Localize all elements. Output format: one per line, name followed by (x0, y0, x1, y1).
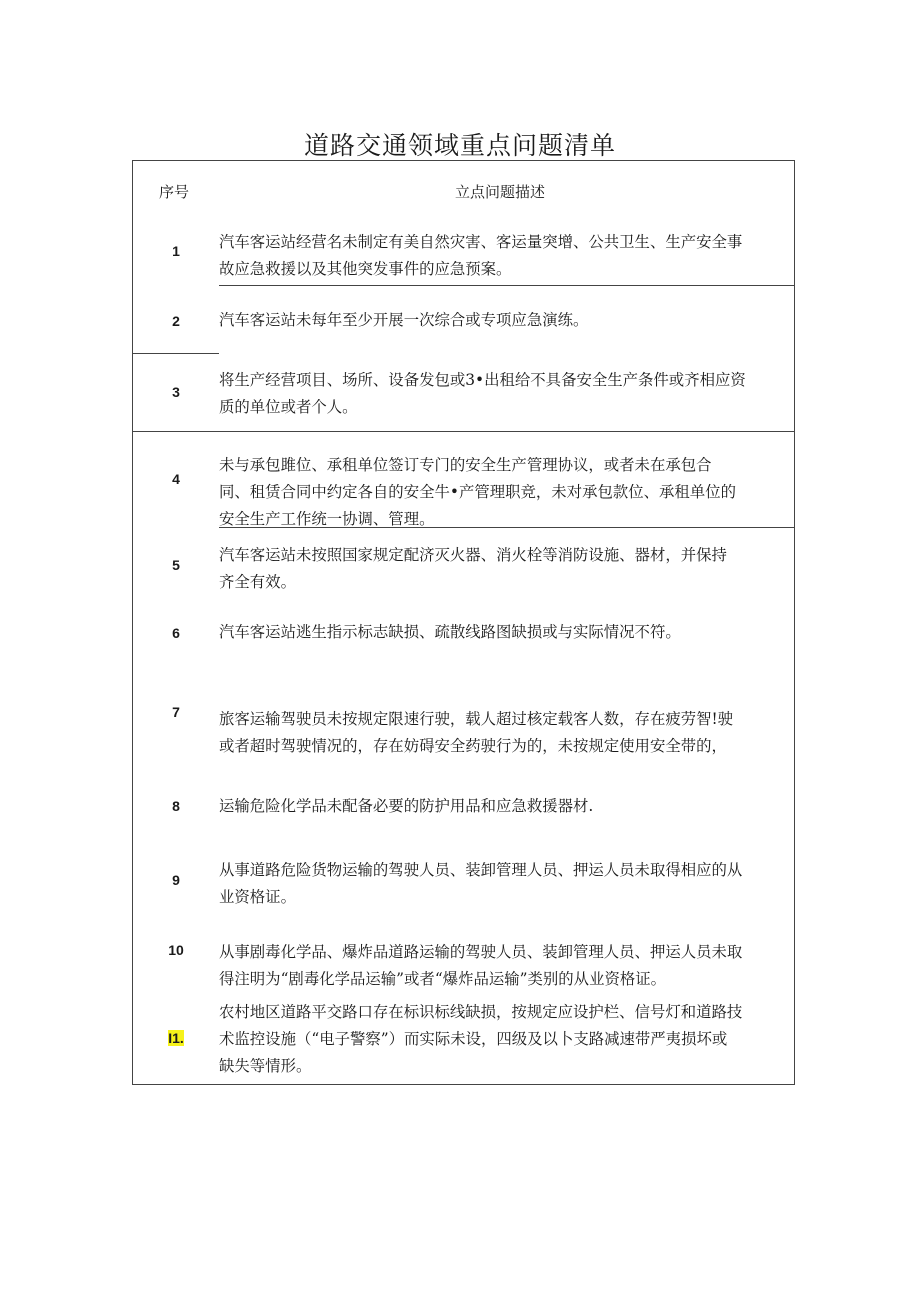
header-col-description: 立点问题描述 (455, 183, 546, 201)
row-description: 运输危险化学品未配备必要的防护用品和应急救援器材. (219, 797, 594, 815)
page-title: 道路交通领域重点问题清单 (303, 131, 616, 160)
row-description: 汽车客运站未按照国家规定配济灭火器、消火栓等消防设施、器材，并保持 齐全有效。 (219, 546, 727, 591)
row-description: 从事道路危险货物运输的驾驶人员、装卸管理人员、押运人员未取得相应的从 业资格证。 (219, 861, 743, 906)
issues-table (132, 160, 795, 1085)
row-number: 9 (172, 872, 180, 888)
row-number: 7 (172, 704, 180, 720)
row-number: 5 (172, 557, 180, 573)
row-number: 4 (172, 471, 180, 487)
highlighted-row-number: I1. (168, 1030, 184, 1046)
row-separator (219, 285, 794, 286)
row-description: 汽车客运站未每年至少开展一次综合或专项应急演练。 (219, 311, 589, 329)
row-description: 农村地区道路平交路口存在标识标线缺损，按规定应设护栏、信号灯和道路技 术监控设施（“电子警察”）而实际未设，四级及以卜支路减速带严夷损坏或 缺失等情形。 (219, 1003, 743, 1075)
row-description: 将生产经营项目、场所、设备发包或3•出租给不具备安全生产条件或齐相应资 质的单位或者个人。 (219, 371, 746, 416)
row-number: 8 (172, 798, 180, 814)
row-separator (133, 431, 794, 432)
row-description: 从事剧毒化学品、爆炸品道路运输的驾驶人员、装卸管理人员、押运人员未取 得注明为“剧毒化学品运输”或者“爆炸品运输”类别的从业资格证。 (219, 943, 743, 988)
row-separator (133, 353, 219, 354)
header-col-number: 序号 (159, 183, 190, 201)
row-description: 汽车客运站逃生指示标志缺损、疏散线路图缺损或与实际情况不符。 (219, 623, 681, 641)
row-description: 汽车客运站经营名未制定有美自然灾害、客运量突增、公共卫生、生产安全事 故应急救援以及其他突发事件的应急预案。 (219, 233, 743, 278)
row-description: 旅客运输驾驶员未按规定限速行驶，载人超过核定载客人数，存在疲劳智!驶 或者超时驾驶情况的，存在妨碍安全药驶行为的，未按规定使用安全带的， (219, 710, 734, 755)
row-number: 3 (172, 384, 180, 400)
row-description: 未与承包雎位、承租单位签订专门的安全生产管理协议，或者未在承包合 同、租赁合同中约定各自的安全牛•产管理职竞，未对承包款位、承租单位的 安全生产工作统一协调、管理。 (219, 456, 736, 528)
row-number: 1 (172, 243, 180, 259)
row-number (133, 1030, 219, 1046)
row-number: 6 (172, 625, 180, 641)
row-number: 2 (172, 313, 180, 329)
row-number: 10 (168, 942, 184, 958)
